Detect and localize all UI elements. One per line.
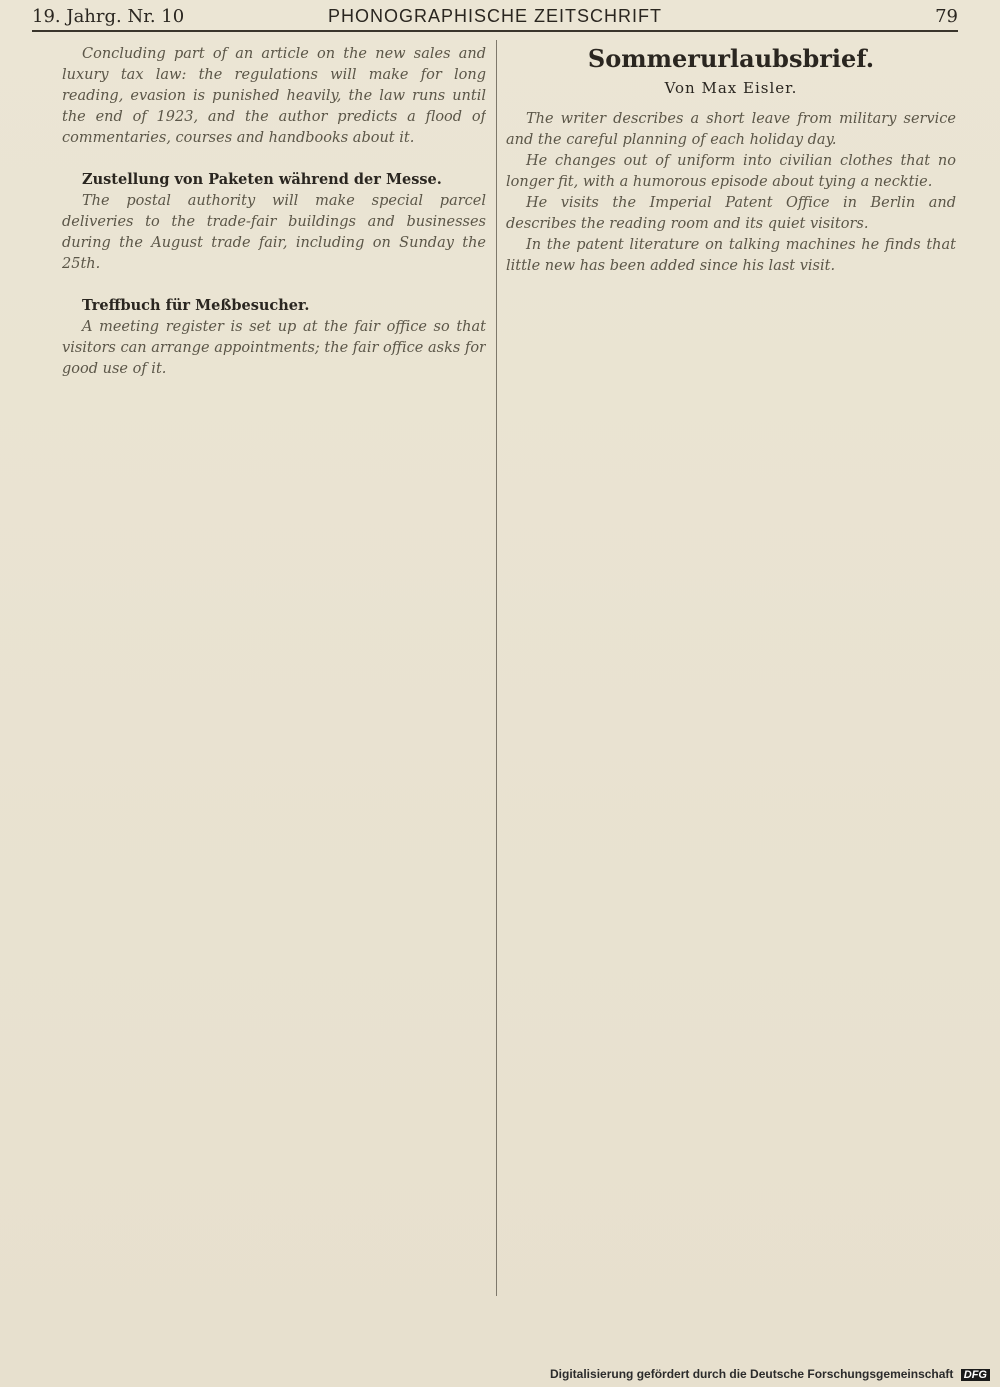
notice-meeting-book-title: Treffbuch für Meßbesucher. bbox=[82, 297, 310, 314]
article-paragraph-summary: He changes out of uniform into civilian clothes that no longer fit, with a humorous episode about tying a necktie. bbox=[506, 153, 956, 190]
article-paragraph-summary: The writer describes a short leave from military service and the careful planning of each holiday day. bbox=[506, 111, 956, 148]
notice-meeting-book bbox=[62, 295, 486, 380]
article-title: Sommerurlaubsbrief. bbox=[587, 44, 875, 73]
column-divider bbox=[496, 40, 497, 1296]
left-column bbox=[62, 44, 486, 1364]
article-paragraph-summary: In the patent literature on talking machines he finds that little new has been added since his last visit. bbox=[506, 237, 956, 274]
credit-text: Digitalisierung gefördert durch die Deutsche Forschungsgemeinschaft bbox=[550, 1367, 954, 1381]
notice-parcels bbox=[62, 169, 486, 275]
page-number: 79 bbox=[935, 6, 958, 27]
volume-issue: 19. Jahrg. Nr. 10 bbox=[32, 6, 185, 27]
digitization-credit bbox=[550, 1367, 990, 1381]
tax-law-article-summary: Concluding part of an article on the new sales and luxury tax law: the regulations will make for long reading, evasion is punished heavily, the law runs until the end of 1923, and the author predicts a flood of commentaries, courses and handbooks about it. bbox=[62, 46, 486, 146]
notice-meeting-book-summary: A meeting register is set up at the fair office so that visitors can arrange appointments; the fair office asks for good use of it. bbox=[62, 319, 486, 377]
notice-parcels-summary: The postal authority will make special parcel deliveries to the trade-fair buildings and businesses during the August trade fair, including on Sunday the 25th. bbox=[62, 193, 486, 272]
notice-parcels-title: Zustellung von Paketen während der Messe. bbox=[82, 171, 442, 188]
running-head bbox=[32, 4, 958, 32]
article-paragraph-summary: He visits the Imperial Patent Office in Berlin and describes the reading room and its quiet visitors. bbox=[506, 195, 956, 232]
article-byline: Von Max Eisler. bbox=[664, 79, 798, 97]
right-column bbox=[506, 44, 956, 1364]
dfg-logo: DFG bbox=[961, 1369, 990, 1381]
journal-title: PHONOGRAPHISCHE ZEITSCHRIFT bbox=[327, 6, 663, 26]
